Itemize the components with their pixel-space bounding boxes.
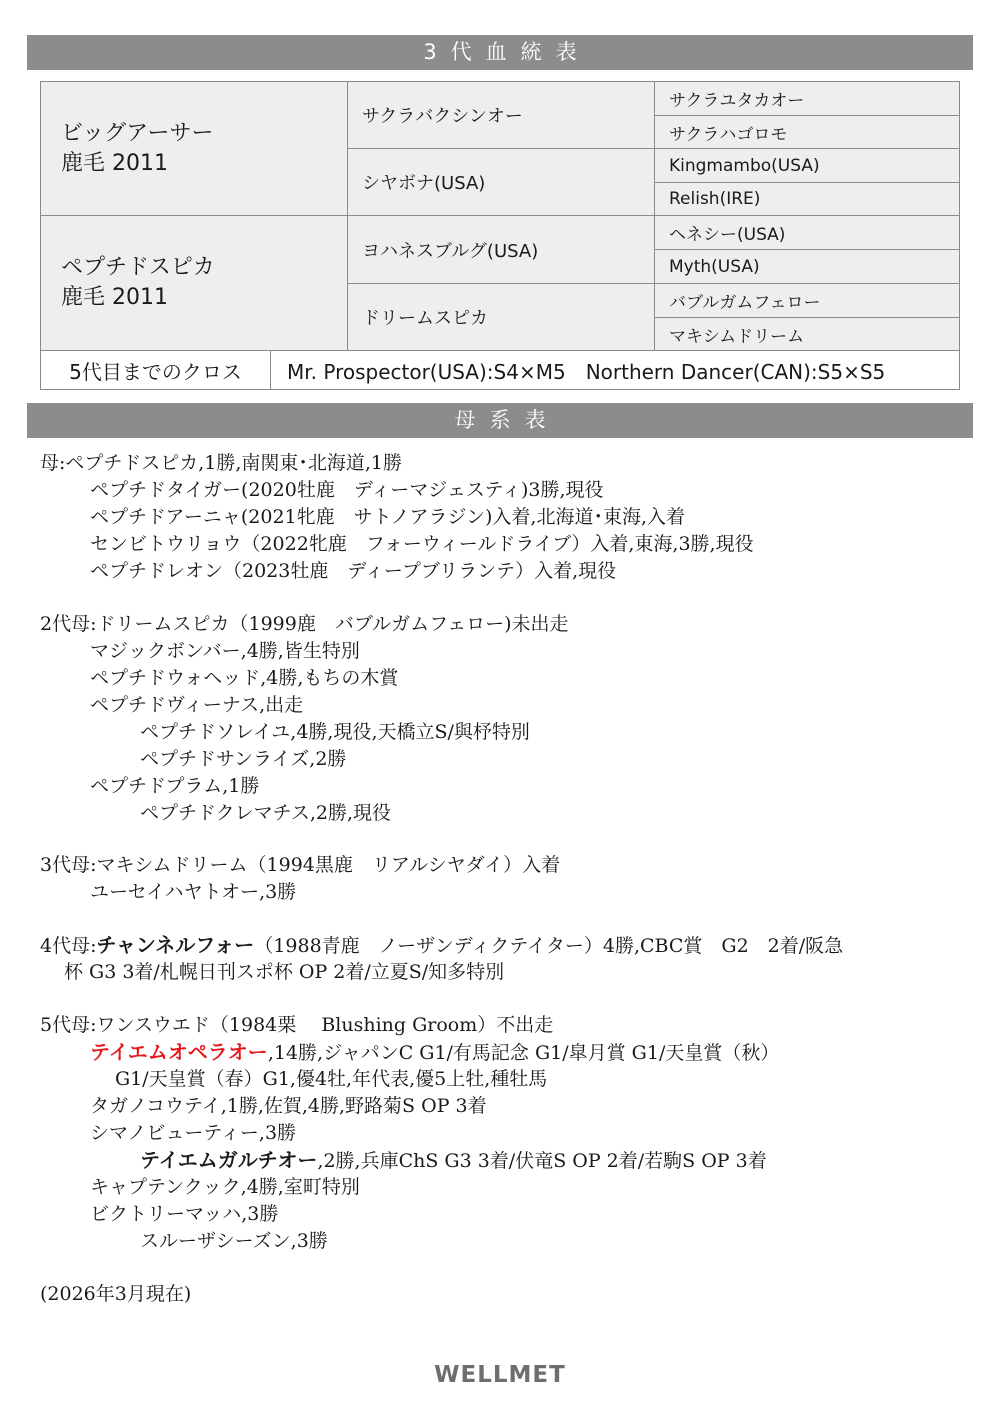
dam-line: 母:ペプチドスピカ,1勝,南関東･北海道,1勝 bbox=[40, 452, 403, 474]
dam-sire-cell: ヨハネスブルグ(USA) bbox=[347, 215, 655, 284]
dam-info: 鹿毛 2011 bbox=[61, 285, 168, 310]
wellmet-logo: WELLMET bbox=[434, 1362, 566, 1388]
fifth-dam-line: 5代母:ワンスウエド（1984栗 Blushing Groom）不出走 bbox=[40, 1014, 554, 1036]
progeny-line: スルーザシーズン,3勝 bbox=[140, 1230, 328, 1252]
dam-dam-cell: ドリームスピカ bbox=[347, 283, 655, 351]
progeny-line-cont: G1/天皇賞（春）G1,優4牡,年代表,優5上牡,種牡馬 bbox=[115, 1068, 548, 1090]
sire-name: ビッグアーサー bbox=[61, 120, 214, 146]
progeny-line: キャプテンクック,4勝,室町特別 bbox=[90, 1176, 360, 1198]
dam-name: ペプチドスピカ bbox=[61, 255, 215, 280]
sire-sire-cell: サクラバクシンオー bbox=[347, 81, 655, 149]
sire-dam-cell: シヤボナ(USA) bbox=[347, 148, 655, 216]
sire-info: 鹿毛 2011 bbox=[61, 150, 168, 176]
progeny-line: タガノコウテイ,1勝,佐賀,4勝,野路菊S OP 3着 bbox=[90, 1095, 487, 1117]
gen3-cell: Kingmambo(USA) bbox=[654, 148, 960, 183]
progeny-line: マジックボンバー,4勝,皆生特別 bbox=[90, 640, 360, 662]
pedigree-header: 3代血統表 bbox=[27, 35, 973, 70]
cross-row bbox=[40, 350, 960, 390]
progeny-line: シマノビューティー,3勝 bbox=[90, 1122, 297, 1144]
progeny-line: ユーセイハヤトオー,3勝 bbox=[90, 881, 297, 903]
third-dam-line: 3代母:マキシムドリーム（1994黒鹿 リアルシヤダイ）入着 bbox=[40, 854, 561, 876]
progeny-line: ペプチドプラム,1勝 bbox=[90, 775, 260, 797]
progeny-line: ペプチドレオン（2023牡鹿 ディープブリランテ）入着,現役 bbox=[90, 560, 617, 582]
sire-cell bbox=[40, 81, 348, 216]
gen3-cell: ヘネシー(USA) bbox=[654, 215, 960, 250]
progeny-line: ペプチドタイガー(2020牡鹿 ディーマジェスティ)3勝,現役 bbox=[90, 479, 604, 501]
highlight-horse: テイエムオペラオー bbox=[90, 1040, 268, 1064]
gen3-cell: Myth(USA) bbox=[654, 249, 960, 284]
bold-horse: テイエムガルチオー bbox=[140, 1148, 318, 1172]
cross-value: Mr. Prospector(USA):S4×M5 Northern Dancer(CAN):S5×S5 bbox=[287, 359, 886, 384]
progeny-line: テイエムオペラオー,14勝,ジャパンC G1/有馬記念 G1/皐月賞 G1/天皇賞（秋） bbox=[90, 1040, 780, 1064]
cross-label: 5代目までのクロス bbox=[41, 351, 271, 389]
pedigree-table bbox=[40, 81, 960, 390]
progeny-line: ペプチドアーニャ(2021牝鹿 サトノアラジン)入着,北海道･東海,入着 bbox=[90, 506, 686, 528]
gen3-cell: マキシムドリーム bbox=[654, 317, 960, 351]
progeny-line: ペプチドサンライズ,2勝 bbox=[140, 748, 347, 770]
gen3-cell: Relish(IRE) bbox=[654, 182, 960, 216]
progeny-line: ビクトリーマッハ,3勝 bbox=[90, 1203, 279, 1225]
progeny-line: センビトウリョウ（2022牝鹿 フォーウィールドライブ）入着,東海,3勝,現役 bbox=[90, 533, 754, 555]
dam-cell bbox=[40, 215, 348, 351]
fourth-dam-line-cont: 杯 G3 3着/札幌日刊スポ杯 OP 2着/立夏S/知多特別 bbox=[64, 961, 505, 983]
gen3-cell: サクラハゴロモ bbox=[654, 115, 960, 149]
gen3-cell: バブルガムフェロー bbox=[654, 283, 960, 318]
progeny-line: ペプチドヴィーナス,出走 bbox=[90, 694, 304, 716]
gen3-cell: サクラユタカオー bbox=[654, 81, 960, 116]
fourth-dam-name: チャンネルフォー bbox=[96, 933, 255, 957]
progeny-line: テイエムガルチオー,2勝,兵庫ChS G3 3着/伏竜S OP 2着/若駒S OP 3着 bbox=[140, 1148, 767, 1172]
family-header: 母系表 bbox=[27, 403, 973, 438]
progeny-line: ペプチドウォヘッド,4勝,もちの木賞 bbox=[90, 667, 399, 689]
progeny-line: ペプチドソレイユ,4勝,現役,天橋立S/與杼特別 bbox=[140, 721, 530, 743]
as-of-note: (2026年3月現在) bbox=[40, 1283, 192, 1305]
fourth-dam-line: 4代母:チャンネルフォー（1988青鹿 ノーザンディクテイター）4勝,CBC賞 G2 2着/阪急 bbox=[40, 933, 844, 957]
progeny-line: ペプチドクレマチス,2勝,現役 bbox=[140, 802, 392, 824]
second-dam-line: 2代母:ドリームスピカ（1999鹿 バブルガムフェロー)未出走 bbox=[40, 613, 569, 635]
